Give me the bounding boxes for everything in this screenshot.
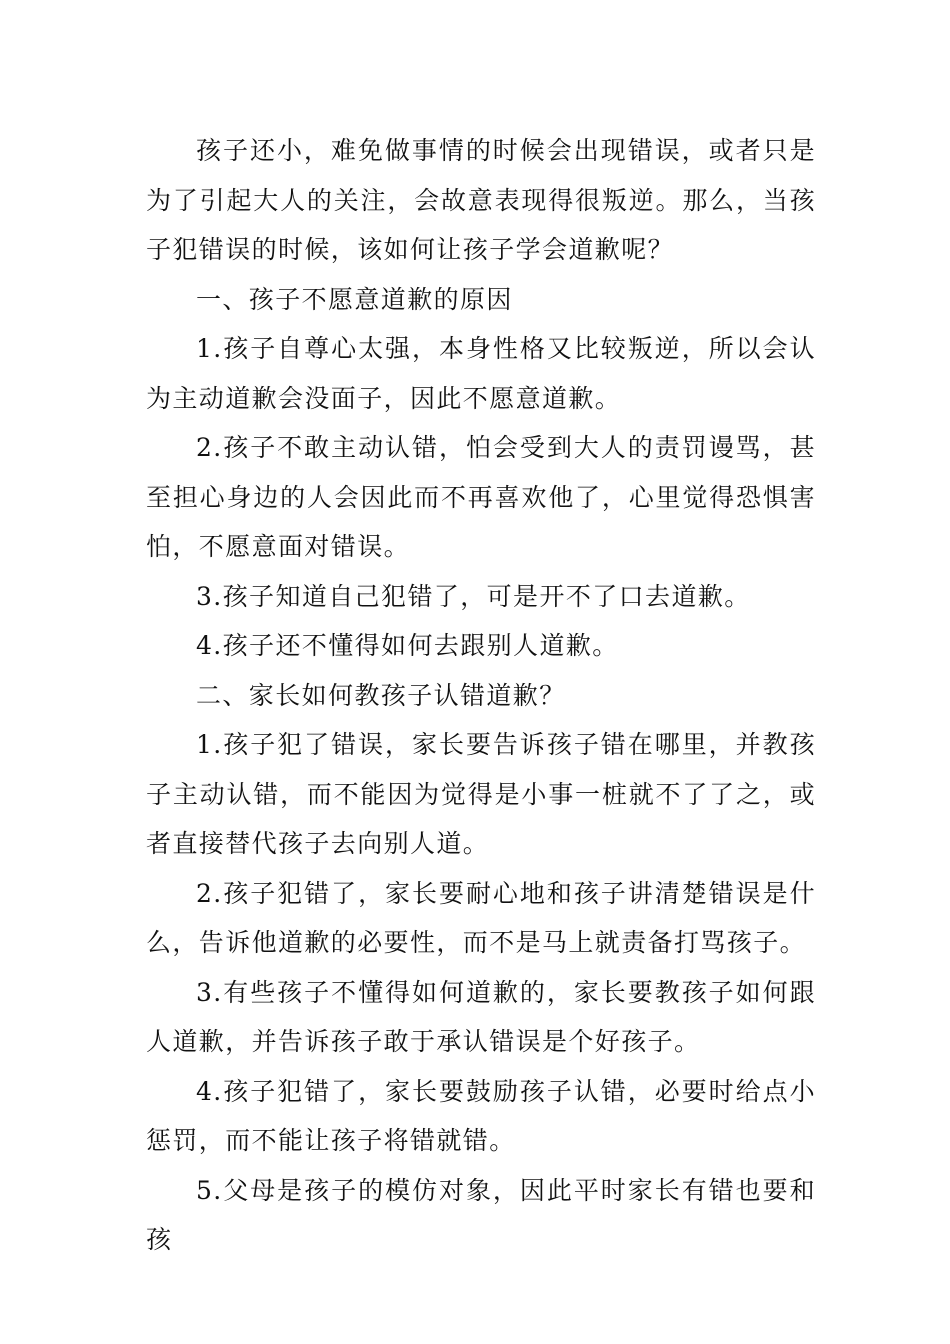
reason-item-1: 1.孩子自尊心太强，本身性格又比较叛逆，所以会认为主动道歉会没面子，因此不愿意道歉。 <box>146 334 816 413</box>
reason-item-4: 4.孩子还不懂得如何去跟别人道歉。 <box>196 631 619 660</box>
method-item-1: 1.孩子犯了错误，家长要告诉孩子错在哪里，并教孩子主动认错，而不能因为觉得是小事一桩就不了了之，或者直接替代孩子去向别人道。 <box>146 730 816 858</box>
reason-item-3: 3.孩子知道自己犯错了，可是开不了口去道歉。 <box>196 581 751 611</box>
section-heading-methods: 二、家长如何教孩子认错道歉？ <box>196 680 566 710</box>
section-heading-reasons: 一、孩子不愿意道歉的原因 <box>196 284 513 314</box>
intro-paragraph: 孩子还小，难免做事情的时候会出现错误，或者只是为了引起大人的关注，会故意表现得很叛逆。那么，当孩子犯错误的时候，该如何让孩子学会道歉呢？ <box>146 136 816 264</box>
method-item-2: 2.孩子犯错了，家长要耐心地和孩子讲清楚错误是什么，告诉他道歉的必要性，而不是马上就责备打骂孩子。 <box>146 878 816 957</box>
method-item-5: 5.父母是孩子的模仿对象，因此平时家长有错也要和孩 <box>146 1175 816 1254</box>
reason-item-2: 2.孩子不敢主动认错，怕会受到大人的责罚谩骂，甚至担心身边的人会因此而不再喜欢他了，心里觉得恐惧害怕，不愿意面对错误。 <box>146 433 816 561</box>
method-item-3: 3.有些孩子不懂得如何道歉的，家长要教孩子如何跟人道歉，并告诉孩子敢于承认错误是个好孩子。 <box>146 977 816 1056</box>
document-body <box>146 126 816 1265</box>
method-item-4: 4.孩子犯错了，家长要鼓励孩子认错，必要时给点小惩罚，而不能让孩子将错就错。 <box>146 1076 816 1155</box>
